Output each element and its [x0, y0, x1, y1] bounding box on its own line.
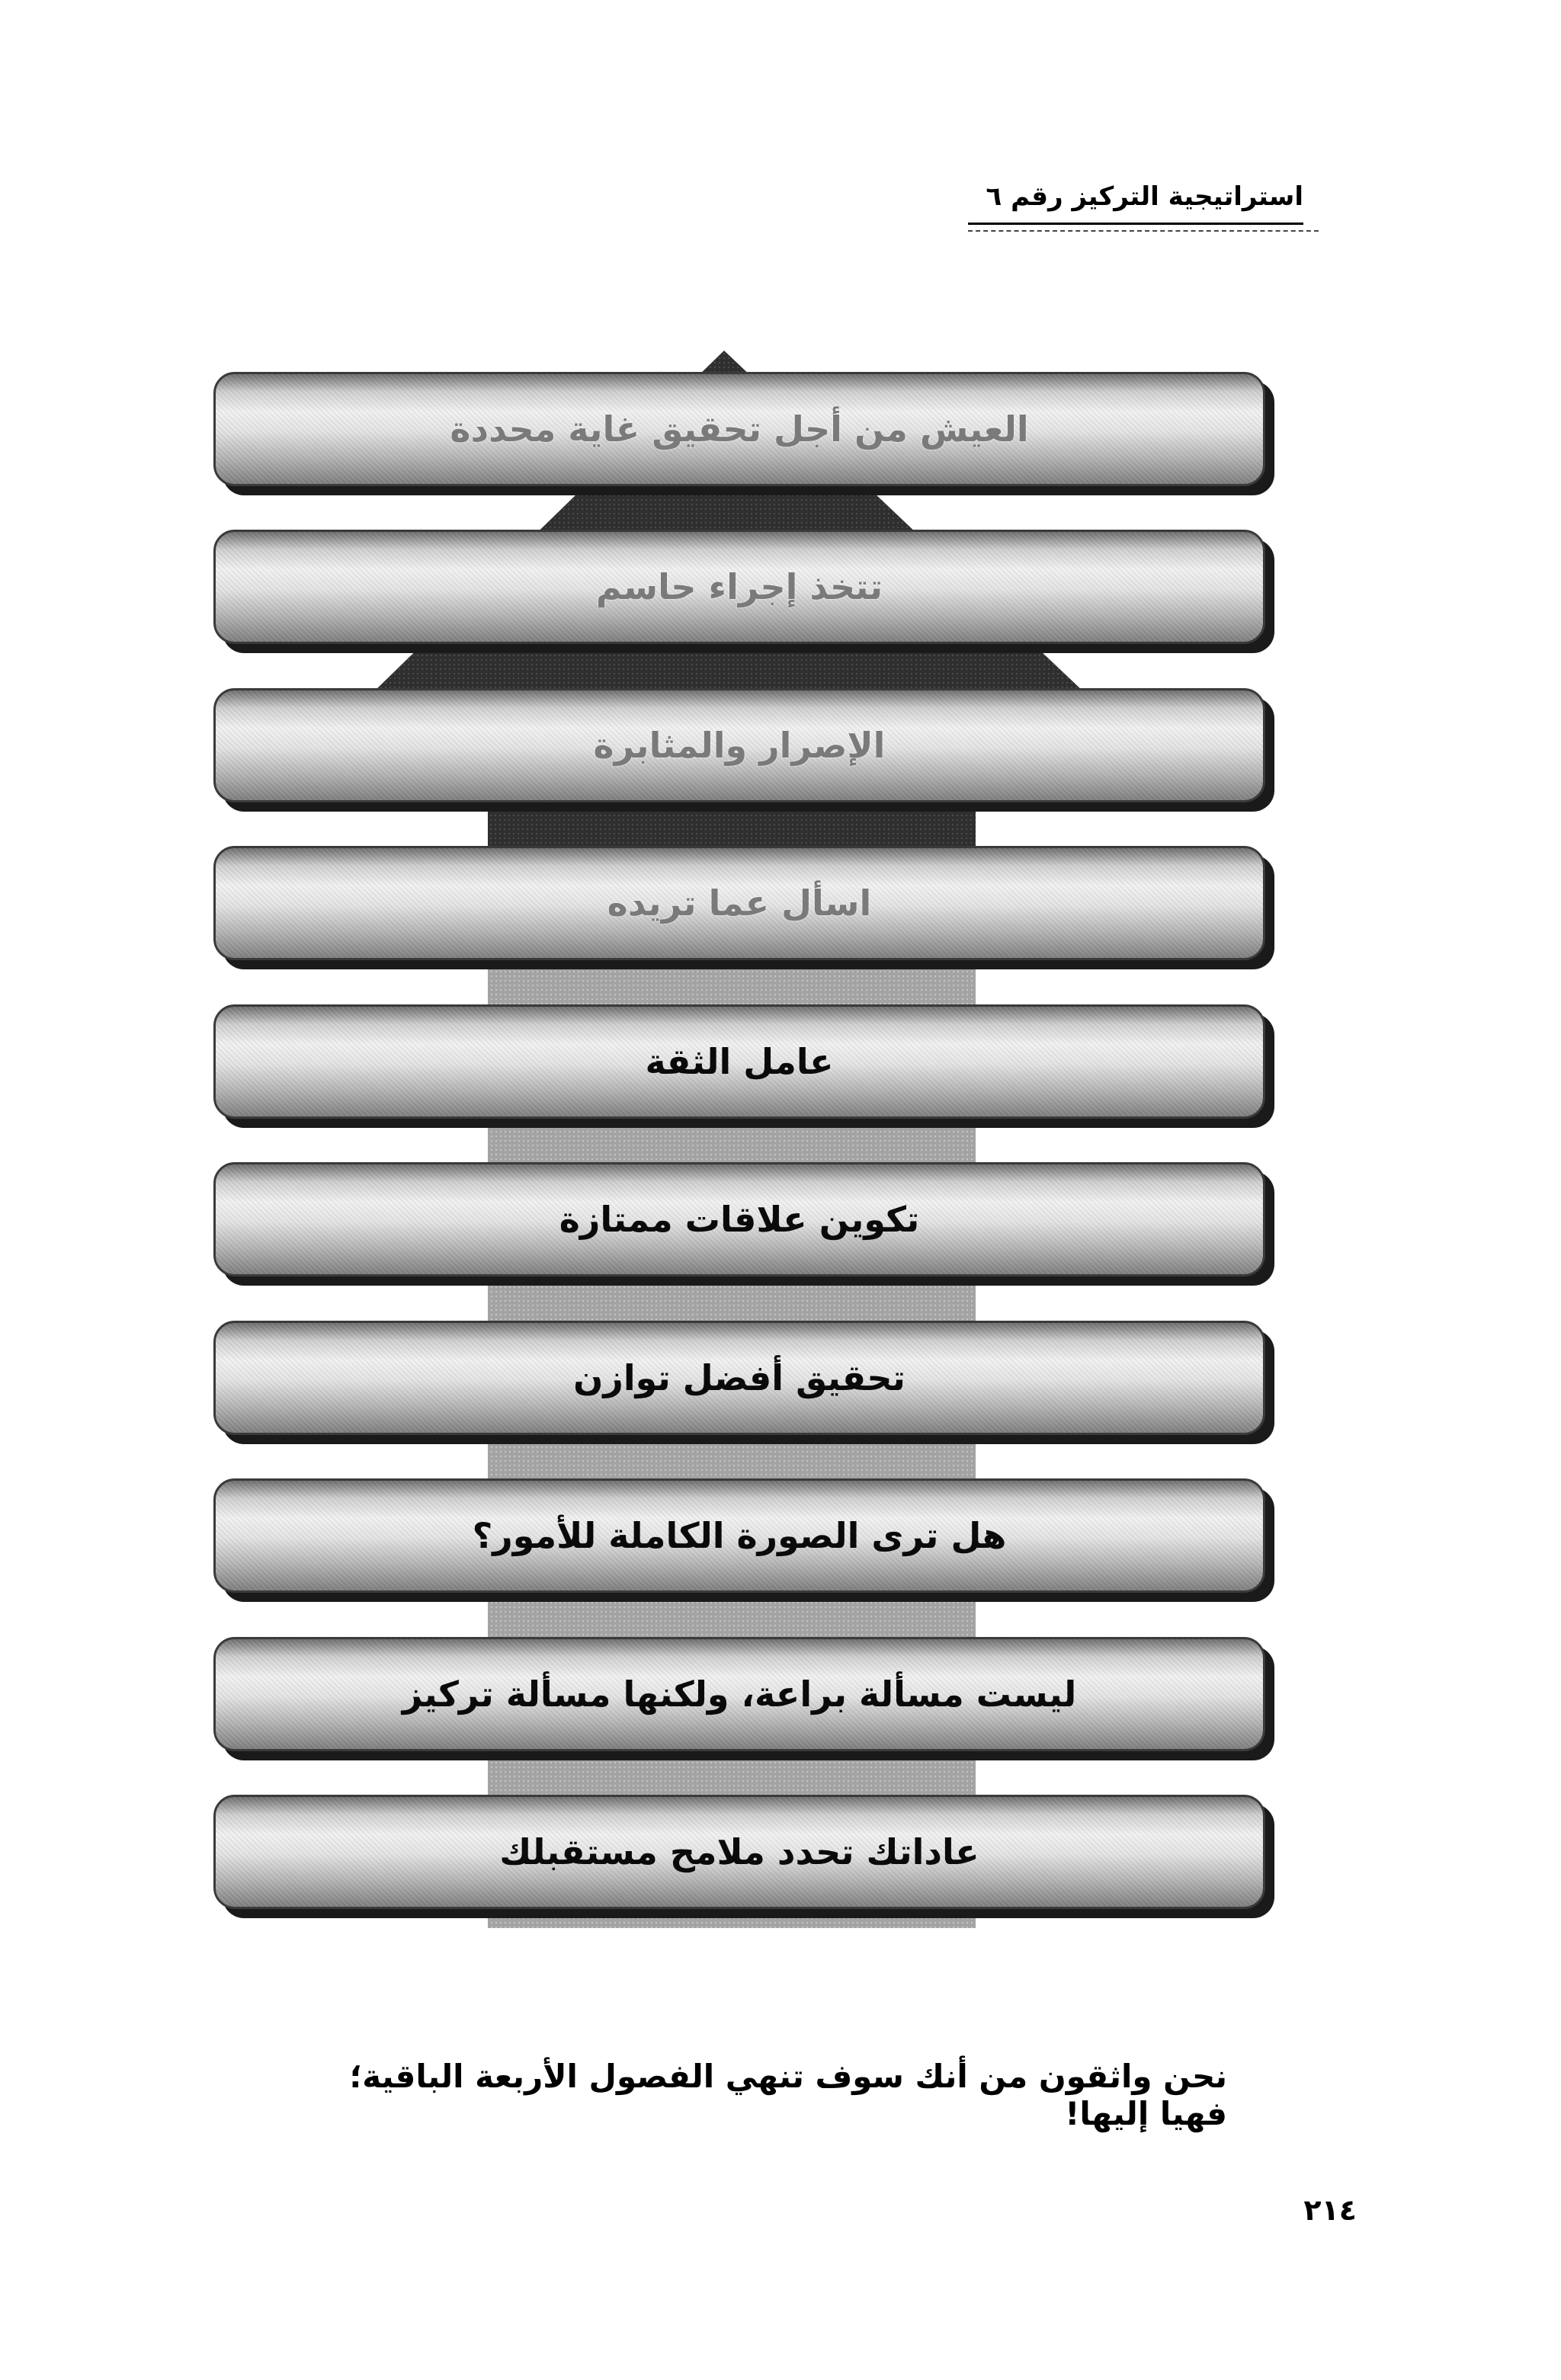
diagram-bar — [213, 688, 1265, 802]
diagram-bar — [213, 846, 1265, 960]
diagram-bar — [213, 1478, 1265, 1593]
bar-label: عاداتك تحدد ملامح مستقبلك — [499, 1831, 979, 1872]
diagram-bar — [213, 1004, 1265, 1119]
bar-label: تتخذ إجراء حاسم — [595, 566, 883, 607]
diagram-bar — [213, 372, 1265, 486]
bar-label: اسأل عما تريده — [607, 882, 872, 924]
bar-label: العيش من أجل تحقيق غاية محددة — [450, 408, 1029, 450]
bar-label: عامل الثقة — [645, 1041, 834, 1082]
bar-label: ليست مسألة براعة، ولكنها مسألة تركيز — [402, 1674, 1077, 1715]
running-header: استراتيجية التركيز رقم ٦ — [968, 181, 1303, 225]
diagram-bar — [213, 1162, 1265, 1276]
bar-label: هل ترى الصورة الكاملة للأمور؟ — [472, 1515, 1007, 1556]
bar-label: تحقيق أفضل توازن — [573, 1357, 906, 1398]
diagram-bar — [213, 1321, 1265, 1435]
bar-label: الإصرار والمثابرة — [593, 725, 886, 766]
page-number: ٢١٤ — [1303, 2193, 1357, 2227]
closing-paragraph: نحن واثقون من أنك سوف تنهي الفصول الأربعة الباقية؛ فهيا إليها! — [349, 2058, 1227, 2132]
diagram-bar — [213, 530, 1265, 644]
diagram-bar — [213, 1637, 1265, 1751]
bar-label: تكوين علاقات ممتازة — [559, 1199, 920, 1240]
diagram-bar — [213, 1795, 1265, 1909]
